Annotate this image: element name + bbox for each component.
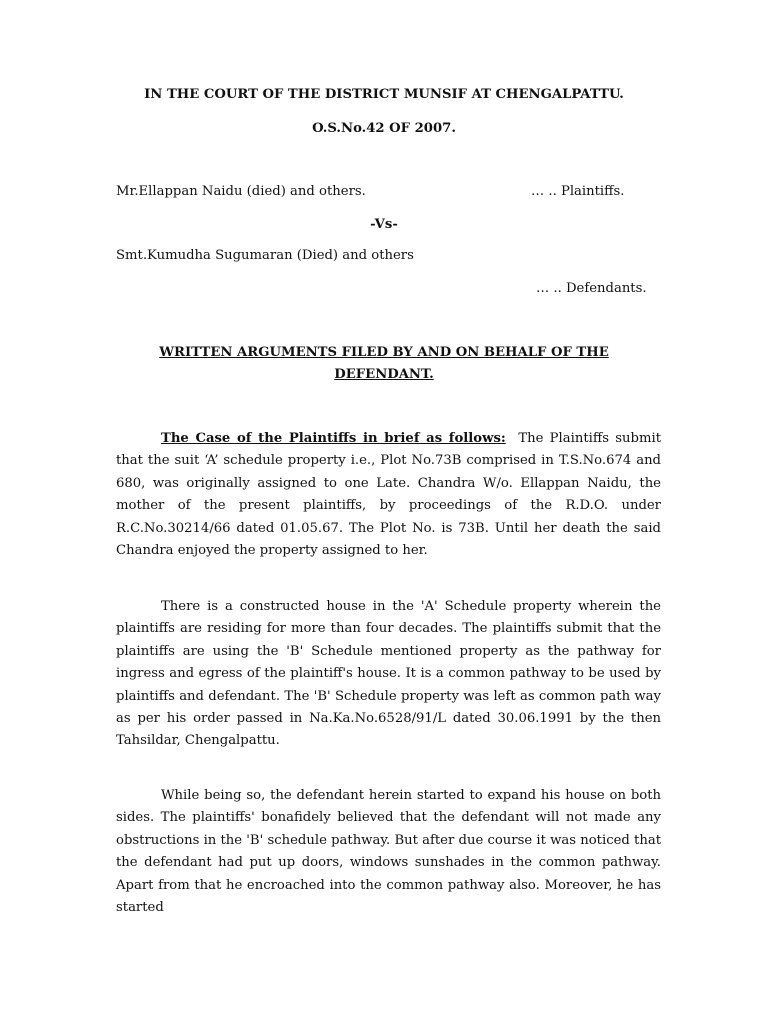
- court-title: IN THE COURT OF THE DISTRICT MUNSIF AT CHENGALPATTU.: [144, 87, 624, 102]
- paragraph-expansion: While being so, the defendant herein started to expand his house on both sides. The plaintiffs' bonafidely believed that the defendant will not made any obstructions in the 'B' schedule pathway. But after due course it was noticed that the defendant had put up doors, windows sunshades in the common pathway. Apart from that he encroached into the common pathway also. Moreover, he has started: [116, 788, 661, 916]
- heading-line-1: WRITTEN ARGUMENTS FILED BY AND ON BEHALF OF THE: [159, 345, 609, 360]
- heading-line-2: DEFENDANT.: [334, 367, 434, 382]
- paragraph-text: The Plaintiffs submit that the suit ‘A’ schedule property i.e., Plot No.73B comprised in T.S.No.674 and 680, was originally assigned to one Late. Chandra W/o. Ellappan Naidu, the mother of the present plaintiffs, by proceedings of the R.D.O. under R.C.No.30214/66 dated 01.05.67. The Plot No. is 73B. Until her death the said Chandra enjoyed the property assigned to her.: [116, 431, 661, 559]
- versus-label: -Vs-: [370, 217, 398, 232]
- paragraph-constructed-house: There is a constructed house in the 'A' Schedule property wherein the plaintiffs are residing for more than four decades. The plaintiffs submit that the plaintiffs are using the 'B' Schedule mentioned property as the pathway for ingress and egress of the plaintiff's house. It is a common pathway to be used by plaintiffs and defendant. The 'B' Schedule property was left as common path way as per his order passed in Na.Ka.No.6528/91/L dated 30.06.1991 by the then Tahsildar, Chengalpattu.: [116, 599, 661, 749]
- case-number: O.S.No.42 OF 2007.: [312, 121, 456, 136]
- paragraph-lead: The Case of the Plaintiffs in brief as follows:: [161, 431, 506, 446]
- defendant-role: … .. Defendants.: [536, 281, 647, 296]
- plaintiff-name: Mr.Ellappan Naidu (died) and others.: [116, 184, 366, 199]
- plaintiff-role: … .. Plaintiffs.: [531, 184, 625, 199]
- defendant-name: Smt.Kumudha Sugumaran (Died) and others: [116, 248, 414, 263]
- paragraph-case-summary: [116, 428, 661, 562]
